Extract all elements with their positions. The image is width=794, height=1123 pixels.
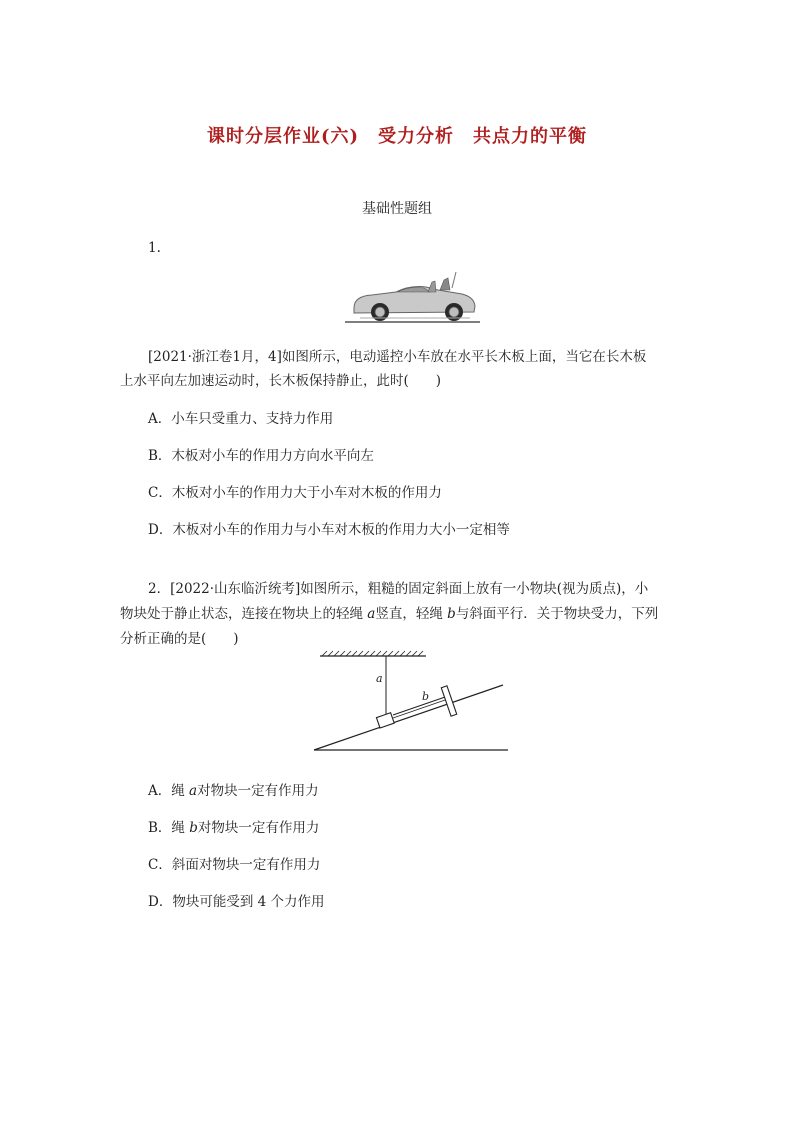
rope-b-shadow: [393, 699, 448, 718]
q1-option-d: D．木板对小车的作用力与小车对木板的作用力大小一定相等: [148, 522, 510, 538]
q2-stem-line1: 2．[2022·山东临沂统考]如图所示，粗糙的固定斜面上放有一小物块(视为质点)，小: [148, 581, 649, 597]
incline-figure: [310, 648, 515, 758]
block: [376, 713, 394, 728]
q2-stem-line3: 分析正确的是( ): [120, 631, 239, 647]
section-heading: 基础性题组: [362, 201, 432, 217]
car-antenna: [452, 272, 456, 288]
car-seat-2: [428, 281, 436, 292]
q2-option-b: [148, 818, 319, 838]
q1-option-a: A．小车只受重力、支持力作用: [148, 411, 334, 427]
q2-stem-text-3: 与斜面平行．关于物块受力，下列: [455, 606, 659, 622]
q2-option-a-suffix: 对物块一定有作用力: [197, 783, 319, 799]
rope-b: [393, 696, 448, 715]
q2-stem-text-1: 物块处于静止状态，连接在物块上的轻绳: [120, 606, 368, 622]
q2-var-a: a: [367, 606, 376, 622]
q2-var-b: b: [447, 606, 456, 622]
q2-stem-line2: [120, 604, 658, 624]
q1-option-b: B．木板对小车的作用力方向水平向左: [148, 448, 374, 464]
q1-stem-line2: 上水平向左加速运动时，长木板保持静止，此时( ): [120, 373, 442, 389]
q2-option-c: C．斜面对物块一定有作用力: [148, 857, 321, 873]
q2-option-d: D．物块可能受到 4 个力作用: [148, 894, 325, 910]
rope-a-label: a: [376, 672, 383, 685]
rope-b-label: b: [422, 690, 430, 703]
incline-line: [314, 685, 503, 750]
car-wheel-rear-hub: [449, 307, 459, 317]
car-seat: [440, 278, 450, 290]
q2-option-b-prefix: B．绳: [148, 820, 190, 836]
q1-number: 1.: [148, 240, 161, 256]
ceiling-hatching: [322, 651, 423, 656]
q2-option-a-var: a: [189, 783, 198, 799]
q1-option-c: C．木板对小车的作用力大于小车对木板的作用力: [148, 485, 442, 501]
q2-option-b-var: b: [189, 820, 198, 836]
q2-option-a-prefix: A．绳: [148, 783, 190, 799]
q2-option-a: [148, 781, 319, 801]
car-wheel-front-hub: [375, 307, 385, 317]
q2-option-b-suffix: 对物块一定有作用力: [197, 820, 320, 836]
q2-stem-text-2: 竖直，轻绳: [375, 606, 448, 622]
q1-stem-line1: [2021·浙江卷1月，4]如图所示，电动遥控小车放在水平长木板上面，当它在长木板: [148, 349, 647, 365]
stopper: [441, 686, 456, 716]
toy-car-figure: [340, 268, 490, 328]
page-title: 课时分层作业(六) 受力分析 共点力的平衡: [206, 126, 588, 147]
